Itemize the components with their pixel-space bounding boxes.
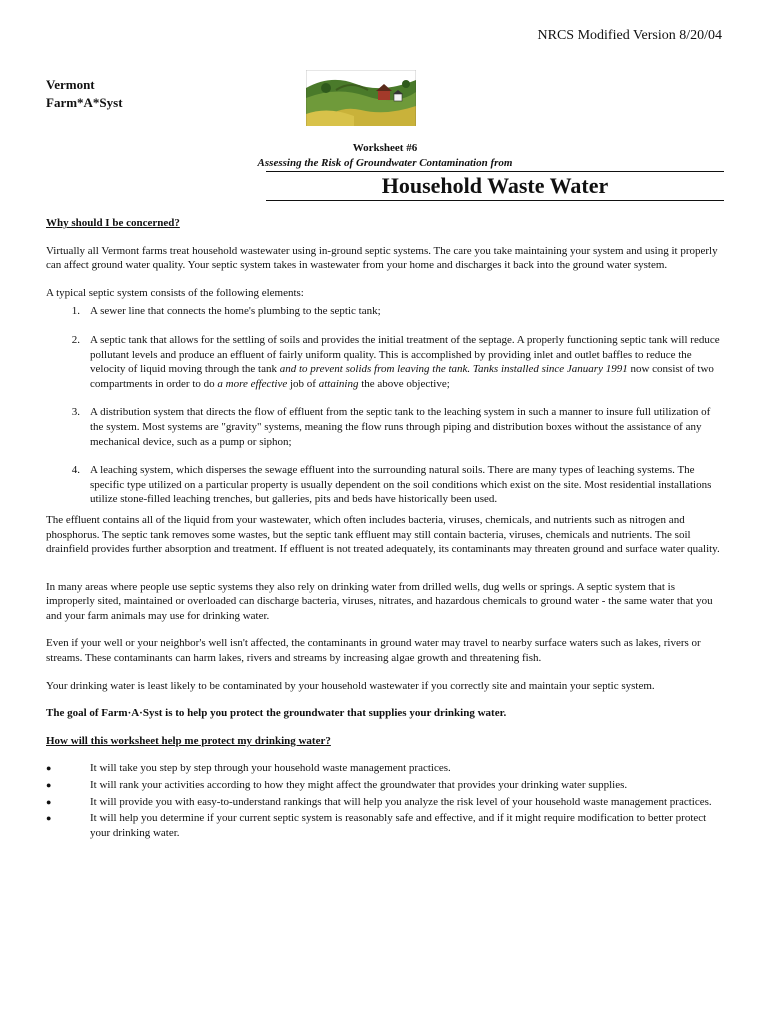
page-title: Household Waste Water <box>381 173 609 198</box>
list-text-part: A septic tank that allows for the settling of soils and provides the initial treatment of the septage. A properly functioning septic tank will reduce pollutant levels and produce an effluent of fairly uniform quality. This is accomplished by providing inlet and outlet baffles to reduce the velocity of liquid moving through the tank <box>90 333 720 376</box>
list-number: 2. <box>71 333 80 346</box>
bullet-dot-icon: ● <box>46 780 52 791</box>
farm-landscape-logo <box>306 70 416 126</box>
bullet-dot-icon: ● <box>46 763 52 774</box>
bullet-text: It will help you determine if your current septic system is reasonably safe and effective, and if it might require modification to better protect your drinking water. <box>90 812 707 839</box>
spacer <box>46 570 726 580</box>
list-number: 4. <box>71 464 80 477</box>
org-name <box>46 76 123 112</box>
worksheet-number: Worksheet #6 <box>352 142 418 154</box>
wells-paragraph: In many areas where people use septic systems they also rely on drinking water from drilled wells, dug wells or springs. A septic system that is improperly sited, maintained or overloaded can discharge bacteria, viruses, nitrates, and hazardous chemicals to ground water - the same water that you and your farm animals may use for drinking water. <box>46 580 713 622</box>
document-body <box>46 216 726 842</box>
intro-paragraph: Virtually all Vermont farms treat household wastewater using in-ground septic systems. The care you take maintaining your system and using it properly can affect ground water quality. Your septic system takes in wastewater from your home and discharges it back into the ground water system. <box>46 244 718 272</box>
list-item <box>46 333 726 391</box>
list-item <box>46 304 726 319</box>
title-rule-bottom <box>266 200 724 201</box>
neighbor-well-paragraph: Even if your well or your neighbor's well isn't affected, the contaminants in ground water may travel to nearby surface waters such as lakes, rivers or streams. These contaminants can harm lakes, rivers and streams by increasing algae growth and threatening fish. <box>46 637 701 665</box>
goal-statement: The goal of Farm·A·Syst is to help you protect the groundwater that supplies your drinking water. <box>46 707 507 720</box>
list-text <box>90 333 726 391</box>
list-text-part: now consist of two compartments in order to do <box>90 363 714 390</box>
bullet-item <box>46 811 726 840</box>
list-text-part: job of <box>287 377 319 390</box>
list-text: A leaching system, which disperses the sewage effluent into the surrounding natural soils. There are many types of leaching systems. The specific type utilized on a particular property is usually dependent on the soil conditions which exist on the site. Most residential installations utilize stone-filled leaching trenches, but galleries, pits and beds have historically been used. <box>90 464 712 506</box>
bullet-item <box>46 778 726 793</box>
list-text: A sewer line that connects the home's plumbing to the septic tank; <box>90 305 381 318</box>
list-item <box>46 405 726 449</box>
list-number: 1. <box>71 305 80 318</box>
bullet-text: It will provide you with easy-to-understand rankings that will help you analyze the risk level of your household waste management practices. <box>90 795 712 808</box>
effluent-paragraph: The effluent contains all of the liquid from your wastewater, which often includes bacteria, viruses, chemicals, and nutrients such as nitrogen and phosphorus. The septic tank removes some wastes, but the septic tank effluent may still contain bacteria, viruses, chemicals and nutrients. The soil drainfield provides further absorption and treatment. If effluent is not treated adequately, its contaminants may threaten ground and surface water quality. <box>46 513 720 556</box>
bullet-item <box>46 761 726 776</box>
list-text-emphasis: a more effective <box>217 377 288 390</box>
drinking-water-paragraph: Your drinking water is least likely to be contaminated by your household wastewater if you correctly site and maintain your septic system. <box>46 679 655 692</box>
list-text: A distribution system that directs the flow of effluent from the septic tank to the leaching system in such a manner to insure full utilization of the system. Most systems are "gravity" systems, meaning the flow runs through piping and distribution boxes without the assistance of any mechanical device, such as a pump or siphon; <box>90 406 711 448</box>
org-line-program: Farm*A*Syst <box>46 95 123 110</box>
bullet-dot-icon: ● <box>46 813 52 824</box>
list-number: 3. <box>71 406 80 419</box>
list-text-part: the above objective; <box>358 377 450 390</box>
elements-intro: A typical septic system consists of the following elements: <box>46 286 304 299</box>
list-item <box>46 463 726 507</box>
benefit-bullets <box>46 761 726 840</box>
section-heading-worksheet-help: How will this worksheet help me protect my drinking water? <box>46 734 331 747</box>
list-text-emphasis: attaining <box>318 377 359 390</box>
worksheet-subtitle: Assessing the Risk of Groundwater Contamination from <box>257 157 513 169</box>
bullet-dot-icon: ● <box>46 796 52 807</box>
septic-elements-list <box>46 304 726 507</box>
section-heading-concern: Why should I be concerned? <box>46 217 180 229</box>
bullet-item <box>46 795 726 810</box>
title-rule-top <box>266 171 724 172</box>
bullet-text: It will take you step by step through your household waste management practices. <box>90 762 451 775</box>
list-text-emphasis: and to prevent solids from leaving the tank. Tanks installed since January 1991 <box>279 363 628 376</box>
version-note: NRCS Modified Version 8/20/04 <box>537 28 722 43</box>
bullet-text: It will rank your activities according to how they might affect the groundwater that provides your drinking water supplies. <box>90 779 628 792</box>
org-line-state: Vermont <box>46 77 95 92</box>
